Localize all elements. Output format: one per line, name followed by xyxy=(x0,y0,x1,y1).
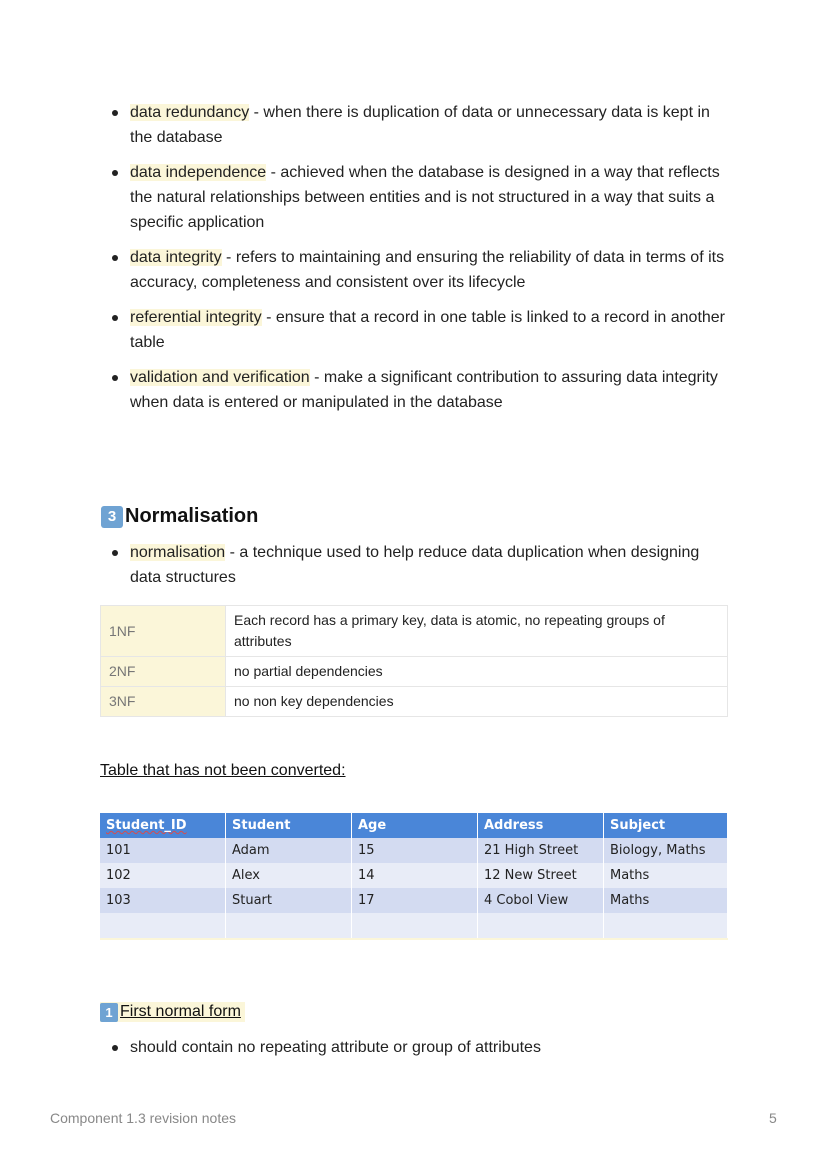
table-cell: 101 xyxy=(100,838,226,863)
table-cell xyxy=(226,913,352,939)
nf-label: 1NF xyxy=(101,606,226,657)
list-item xyxy=(108,305,733,355)
list-item xyxy=(108,365,733,415)
students-table xyxy=(100,813,728,940)
table-caption: Table that has not been converted: xyxy=(100,762,346,779)
column-header: Subject xyxy=(604,813,728,838)
table-row xyxy=(101,657,728,687)
first-nf-list xyxy=(108,1035,733,1070)
nf-label: 2NF xyxy=(101,657,226,687)
list-item xyxy=(108,100,733,150)
number-three-keycap-icon: 3 xyxy=(101,506,123,528)
definition-text: - when there is duplication of data or unnecessary data is kept in the database xyxy=(130,104,710,146)
table-cell xyxy=(478,913,604,939)
term-data-independence: data independence xyxy=(130,164,267,181)
definitions-list xyxy=(108,100,733,425)
table-row xyxy=(100,913,728,939)
column-header: Age xyxy=(352,813,478,838)
number-one-keycap-icon: 1 xyxy=(100,1003,118,1022)
normalisation-list xyxy=(108,540,733,600)
table-cell: 12 New Street xyxy=(478,863,604,888)
table-header-row xyxy=(100,813,728,838)
table-row xyxy=(101,606,728,657)
term-validation-verification: validation and verification xyxy=(130,369,310,386)
definition-text: - a technique used to help reduce data duplication when designing data structures xyxy=(130,544,700,586)
nf-description: Each record has a primary key, data is atomic, no repeating groups of attributes xyxy=(226,606,728,657)
table-cell xyxy=(604,913,728,939)
table-cell xyxy=(100,913,226,939)
table-row xyxy=(101,687,728,717)
table-cell: 15 xyxy=(352,838,478,863)
nf-label: 3NF xyxy=(101,687,226,717)
definition-text: - make a significant contribution to assuring data integrity when data is entered or manipulated in the database xyxy=(130,369,718,411)
table-row xyxy=(100,888,728,913)
table-cell: Adam xyxy=(226,838,352,863)
definition-text: - refers to maintaining and ensuring the reliability of data in terms of its accuracy, completeness and consistent over its lifecycle xyxy=(130,249,725,291)
footer-title: Component 1.3 revision notes xyxy=(50,1110,236,1126)
section-title: Normalisation xyxy=(125,505,259,527)
list-item: should contain no repeating attribute or group of attributes xyxy=(108,1035,733,1060)
table-cell: 4 Cobol View xyxy=(478,888,604,913)
page-number: 5 xyxy=(769,1110,777,1126)
table-cell: Alex xyxy=(226,863,352,888)
term-normalisation: normalisation xyxy=(130,544,226,561)
section-heading xyxy=(101,505,258,528)
table-cell: 102 xyxy=(100,863,226,888)
table-cell xyxy=(352,913,478,939)
table-row xyxy=(100,863,728,888)
nf-description: no partial dependencies xyxy=(226,657,728,687)
table-cell: 21 High Street xyxy=(478,838,604,863)
table-cell: Stuart xyxy=(226,888,352,913)
definition-text: - ensure that a record in one table is linked to a record in another table xyxy=(130,309,726,351)
list-item xyxy=(108,160,733,235)
list-item xyxy=(108,245,733,295)
table-cell: 103 xyxy=(100,888,226,913)
column-header: Student xyxy=(226,813,352,838)
table-cell: 14 xyxy=(352,863,478,888)
table-row xyxy=(100,838,728,863)
column-header: Student_ID xyxy=(100,813,226,838)
list-item xyxy=(108,540,733,590)
nf-description: no non key dependencies xyxy=(226,687,728,717)
definition-text: - achieved when the database is designed in a way that reflects the natural relationships between entities and is not structured in a way that suits a specific application xyxy=(130,164,720,231)
subsection-title: First normal form xyxy=(120,1003,241,1020)
term-data-integrity: data integrity xyxy=(130,249,222,266)
table-cell: Biology, Maths xyxy=(604,838,728,863)
normal-forms-table xyxy=(100,605,728,717)
subsection-heading xyxy=(100,1002,245,1022)
table-cell: 17 xyxy=(352,888,478,913)
column-header: Address xyxy=(478,813,604,838)
term-data-redundancy: data redundancy xyxy=(130,104,250,121)
term-referential-integrity: referential integrity xyxy=(130,309,262,326)
table-cell: Maths xyxy=(604,863,728,888)
table-cell: Maths xyxy=(604,888,728,913)
